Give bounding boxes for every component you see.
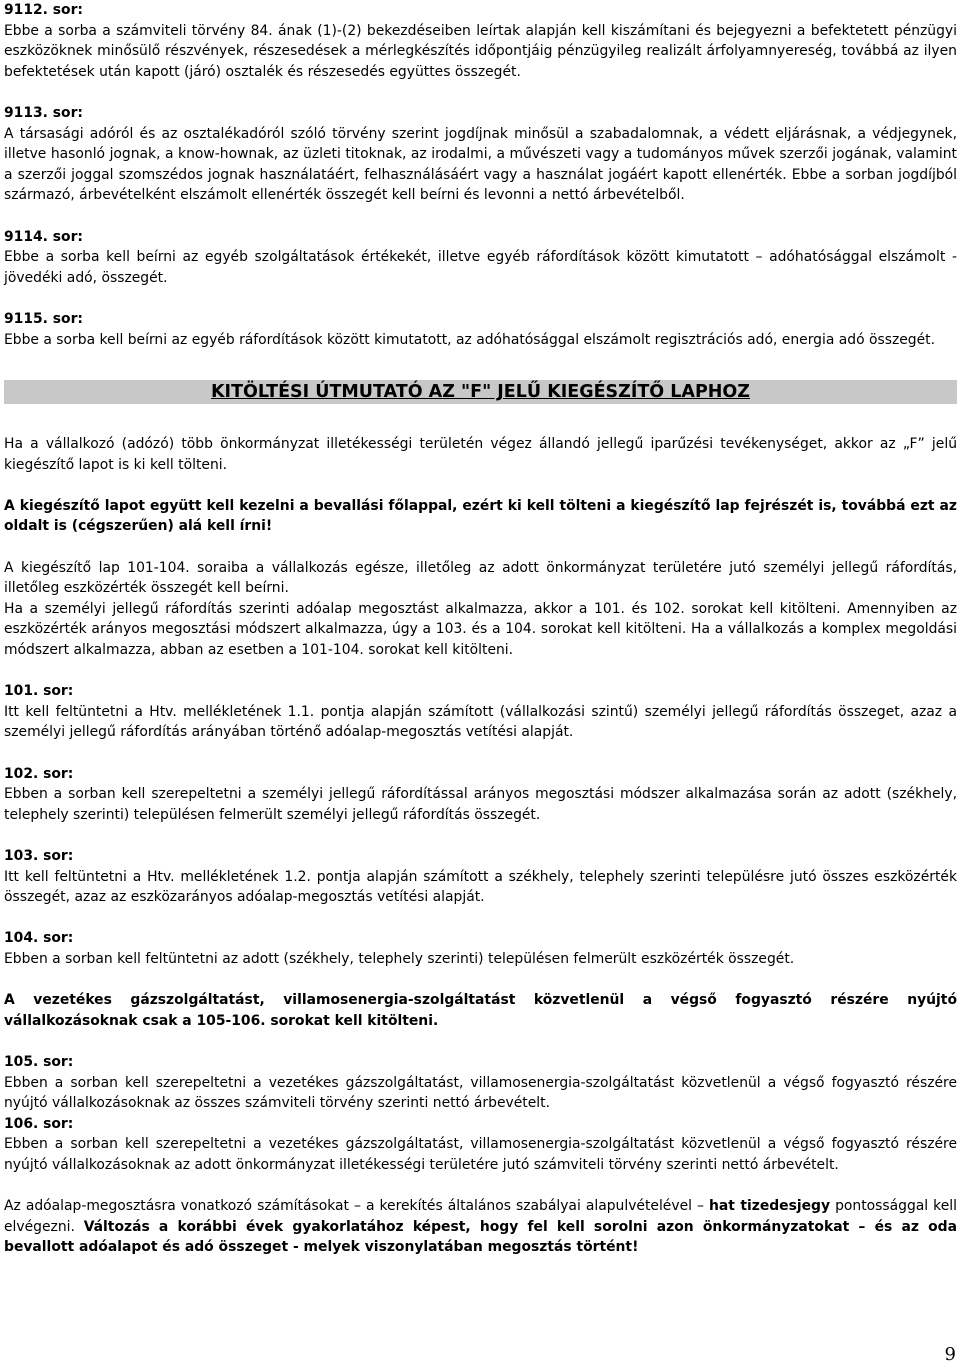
row-body: Ebbe a sorba a számviteli törvény 84. ának (1)-(2) bekezdéseiben leírtak alapján kell kiszámítani és bejegyezni a befektetett pénzügyi eszközöknek minősülő részvények, részesedések a mérlegkészítés időpontjáig pénzügyileg realizált árfolyamnyereség, továbbá az ilyen befektetések után kapott (járó) osztalék és részesedés együttes összegét.	[4, 22, 957, 80]
row-heading: 9115. sor:	[4, 310, 83, 327]
row-heading: 9112. sor:	[4, 2, 83, 18]
final-text-2: hat tizedesjegy	[708, 1198, 831, 1215]
row-body: Ebben a sorban kell szerepeltetni a vezetékes gázszolgáltatást, villamosenergia-szolgáltatást közvetlenül a végső fogyasztó részére nyújtó vállalkozásoknak az összes számviteli törvény szerinti nettó árbevételt.	[4, 1074, 957, 1112]
row-body: Itt kell feltüntetni a Htv. mellékletének 1.1. pontja alapján számított (vállalkozási szintű) személyi jellegű ráfordítás összeget, azaz a személyi jellegű ráfordítás arányában történő adóalap-megosztás vetítési alapját.	[4, 703, 957, 741]
row-103	[4, 846, 957, 908]
row-body: Ebben a sorban kell szerepeltetni a személyi jellegű ráfordítással arányos megosztási módszer alkalmazása során az adott (székhely, telephely szerinti) településen felmerült személyi jellegű ráfordítás összegét.	[4, 786, 957, 823]
row-102	[4, 764, 957, 826]
general-paragraph-1: A kiegészítő lap 101-104. soraiba a vállalkozás egésze, illetőleg az adott önkormányzat területére jutó személyi jellegű ráfordítás, illetőleg eszközérték összegét kell beírni.	[4, 559, 957, 597]
row-heading: 102. sor:	[4, 765, 74, 782]
row-body: Ebben a sorban kell feltüntetni az adott (székhely, telephely szerinti) településen felmerült eszközérték összegét.	[4, 950, 795, 967]
banner-title: KITÖLTÉSI ÚTMUTATÓ AZ "F" JELŰ KIEGÉSZÍTŐ LAPHOZ	[211, 382, 750, 403]
final-text-1: Az adóalap-megosztásra vonatkozó számításokat – a kerekítés általános szabályai alapulvételével –	[4, 1198, 709, 1215]
final-paragraph	[4, 1196, 957, 1258]
row-heading: 103. sor:	[4, 847, 74, 864]
row-104	[4, 928, 957, 969]
row-body: Ebbe a sorba kell beírni az egyéb ráfordítások között kimutatott, az adóhatósággal elszámolt regisztrációs adó, energia adó összegét.	[4, 331, 936, 348]
gas-notice: A vezetékes gázszolgáltatást, villamosenergia-szolgáltatást közvetlenül a végső fogyasztó részére nyújtó vállalkozásoknak csak a 105-106. sorokat kell kitölteni.	[4, 992, 957, 1029]
row-106	[4, 1114, 957, 1176]
final-text-4: Változás a korábbi évek gyakorlatához képest, hogy fel kell sorolni azon önkormányzatokat – és az oda bevallott adóalapot és adó összeget - melyek viszonylatában megosztás történt!	[4, 1218, 957, 1256]
section-9113	[4, 103, 957, 206]
section-9115	[4, 309, 957, 350]
row-heading: 9113. sor:	[4, 104, 83, 121]
bold-notice: A kiegészítő lapot együtt kell kezelni a bevallási főlappal, ezért ki kell tölteni a kiegészítő lap fejrészét is, továbbá ezt az oldalt is (cégszerűen) alá kell írni!	[4, 497, 957, 535]
row-body: Ebbe a sorba kell beírni az egyéb szolgáltatások értékekét, illetve egyéb ráfordítások között kimutatott – adóhatósággal elszámolt - jövedéki adó, összegét.	[4, 249, 957, 286]
section-9112	[4, 0, 957, 82]
document-page	[4, 0, 957, 1258]
row-body: Itt kell feltüntetni a Htv. mellékletének 1.2. pontja alapján számított a székhely, telephely szerinti településre jutó összes eszközérték összegét, azaz az eszközarányos adóalap-megosztás vetítési alapját.	[4, 868, 957, 906]
final-text-3: pontossággal kell elvégezni.	[4, 1198, 957, 1235]
row-heading: 105. sor:	[4, 1053, 74, 1070]
general-paragraph-2: Ha a személyi jellegű ráfordítás szerinti adóalap megosztást alkalmazza, akkor a 101. és 102. sorokat kell kitölteni. Amennyiben az eszközérték arányos megosztási módszert alkalmazza, úgy a 103. és a 104. sorokat kell kitölteni. Ha a vállalkozás a komplex megoldási módszert alkalmazza, abban az esetben a 101-104. sorokat kell kitölteni.	[4, 600, 957, 659]
section-9114	[4, 227, 957, 289]
section-banner	[4, 380, 957, 404]
row-heading: 106. sor:	[4, 1115, 74, 1132]
row-heading: 101. sor:	[4, 683, 74, 700]
intro-paragraph: Ha a vállalkozó (adózó) több önkormányzat illetékességi területén végez állandó jellegű iparűzési tevékenységet, akkor az „F” jelű kiegészítő lapot is ki kell tölteni.	[4, 436, 957, 473]
row-body: A társasági adóról és az osztalékadóról szóló törvény szerint jogdíjnak minősül a szabadalomnak, a védett eljárásnak, a védjegynek, illetve hasonló jognak, a know-hownak, az üzleti titoknak, az irodalmi, a művészeti vagy a tudományos művek szerzői jogának, valamint a szerzői joggal szomszédos jognak használatáért, felhasználásáért vagy a használat jogáért kapott ellenérték. Ebbe a sorban jogdíjból származó, árbevételként elszámolt ellenérték összegét kell beírni és levonni a nettó árbevételből.	[4, 125, 957, 204]
row-body: Ebben a sorban kell szerepeltetni a vezetékes gázszolgáltatást, villamosenergia-szolgáltatást közvetlenül a végső fogyasztó részére nyújtó vállalkozásoknak az adott önkormányzat illetékességi területére jutó számviteli törvény szerinti nettó árbevételt.	[4, 1136, 957, 1173]
row-105	[4, 1052, 957, 1114]
row-101	[4, 681, 957, 743]
row-heading: 104. sor:	[4, 930, 74, 947]
row-heading: 9114. sor:	[4, 228, 83, 245]
page-number: 9	[944, 1344, 956, 1365]
